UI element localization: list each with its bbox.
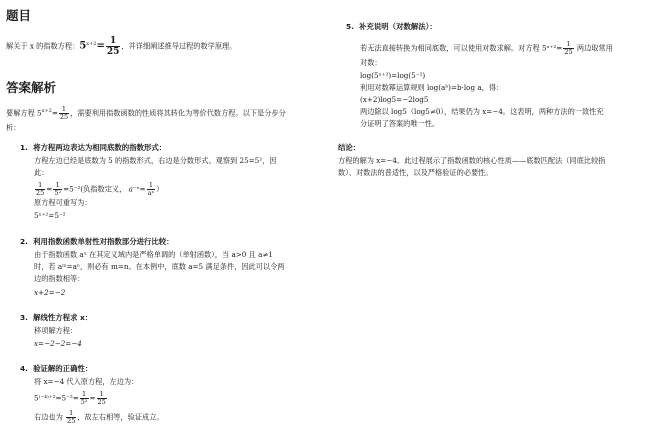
step-3-line-1: 移项解方程：: [34, 326, 78, 335]
step-2-line-1: 由于指数函数 aˣ 在其定义域内是严格单调的（单射函数），当 a>0 且 a≠1: [34, 250, 273, 259]
title-heading: 题目: [6, 8, 32, 23]
step-2-line-3: 边的指数相等：: [34, 274, 85, 283]
conclusion-label: 结论：: [338, 143, 361, 152]
step-1-line-1: 方程左边已经是底数为 5 的指数形式，右边是分数形式。观察到 25=5²，因: [34, 156, 277, 165]
problem-base: 5: [79, 40, 87, 52]
step-5-formula-1: log(5ˣ⁺²)=log(5⁻²): [360, 71, 426, 80]
step-4-line-1: 将 x=−4 代入原方程，左边为：: [34, 377, 139, 386]
step-1-line-2: 此：: [34, 168, 49, 177]
step-5-line-4: 两边除以 log5（log5≠0），结果仍为 x=−4。这表明，两种方法的一致性充: [360, 107, 604, 116]
step-3-formula: x=−2−2=−4: [34, 339, 82, 348]
step-1-formula-2: 5ˣ⁺²=5⁻²: [34, 211, 66, 220]
conclusion-line-2: 数）、对数法的普适性，以及严格验证的必要性。: [338, 168, 493, 177]
step-3-heading: 3. 解线性方程求 x：: [20, 313, 93, 322]
step-2-heading: 2. 利用指数函数单射性对指数部分进行比较：: [20, 237, 174, 246]
step-5-formula-2: (x+2)log5=−2log5: [360, 95, 429, 104]
step-2-formula: x+2=−2: [34, 288, 66, 297]
step-4-formula: 5⁽⁻⁴⁾⁺²=5⁻²= $\frac{1}{\text{5²}}$ = $\frac{1}{25}$: [34, 390, 106, 406]
step-5-line-3: 利用对数幂运算规则 log(aᵇ)=b·log a，得：: [360, 83, 504, 92]
problem-exponent: x+2: [86, 41, 97, 48]
intro-line-2: 析：: [6, 123, 21, 132]
conclusion-line-1: 方程的解为 x=−4。此过程展示了指数函数的核心性质——底数匹配法（同底比较指: [338, 156, 606, 165]
step-1-heading: 1. 将方程两边表达为相同底数的指数形式：: [20, 143, 167, 152]
step-4-heading: 4. 验证解的正确性：: [20, 364, 93, 373]
step-5-line-1: 若无法直接转换为相同底数，可以使用对数求解。对方程 5ˣ⁺²= $\frac{1}{25}$ 两边取常用: [360, 40, 613, 56]
step-4-tail: 右边也为 $\frac{1}{25}$ ，故左右相等，验证成立。: [34, 409, 164, 425]
intro-fraction: $\frac{1}{25}$: [59, 105, 69, 121]
step-2-line-2: 时，若 aᵐ=aⁿ，则必有 m=n。在本例中，底数 a=5 满足条件，因此可以令两: [34, 262, 285, 271]
problem-fraction: $\frac{1}{25}$: [106, 36, 120, 57]
step-5-line-5: 分证明了答案的唯一性。: [360, 119, 440, 128]
step-5-line-2: 对数：: [360, 58, 382, 67]
step-1-sub: 原方程可重写为：: [34, 198, 92, 207]
step-5-heading: 5. 补充说明（对数解法）：: [346, 22, 437, 31]
problem-statement: 解关于 x 的指数方程：$5^{x+2}=$ $\frac{1}{25}$ ，并详细阐述推导过程的数学原理。: [6, 36, 237, 57]
intro-line-1: 要解方程 $5^{x+2}=$ $\frac{1}{25}$ ，需要利用指数函数的性质将其转化为等价代数方程。以下是分步分: [6, 105, 286, 121]
step-1-formula-1: $\frac{1}{25}$ = $\frac{1}{\text{5²}}$ =5⁻²(负指数定义， a⁻ⁿ= $\frac{1}{\text{aⁿ}}$ ）: [36, 181, 164, 197]
analysis-heading: 答案解析: [6, 80, 57, 95]
